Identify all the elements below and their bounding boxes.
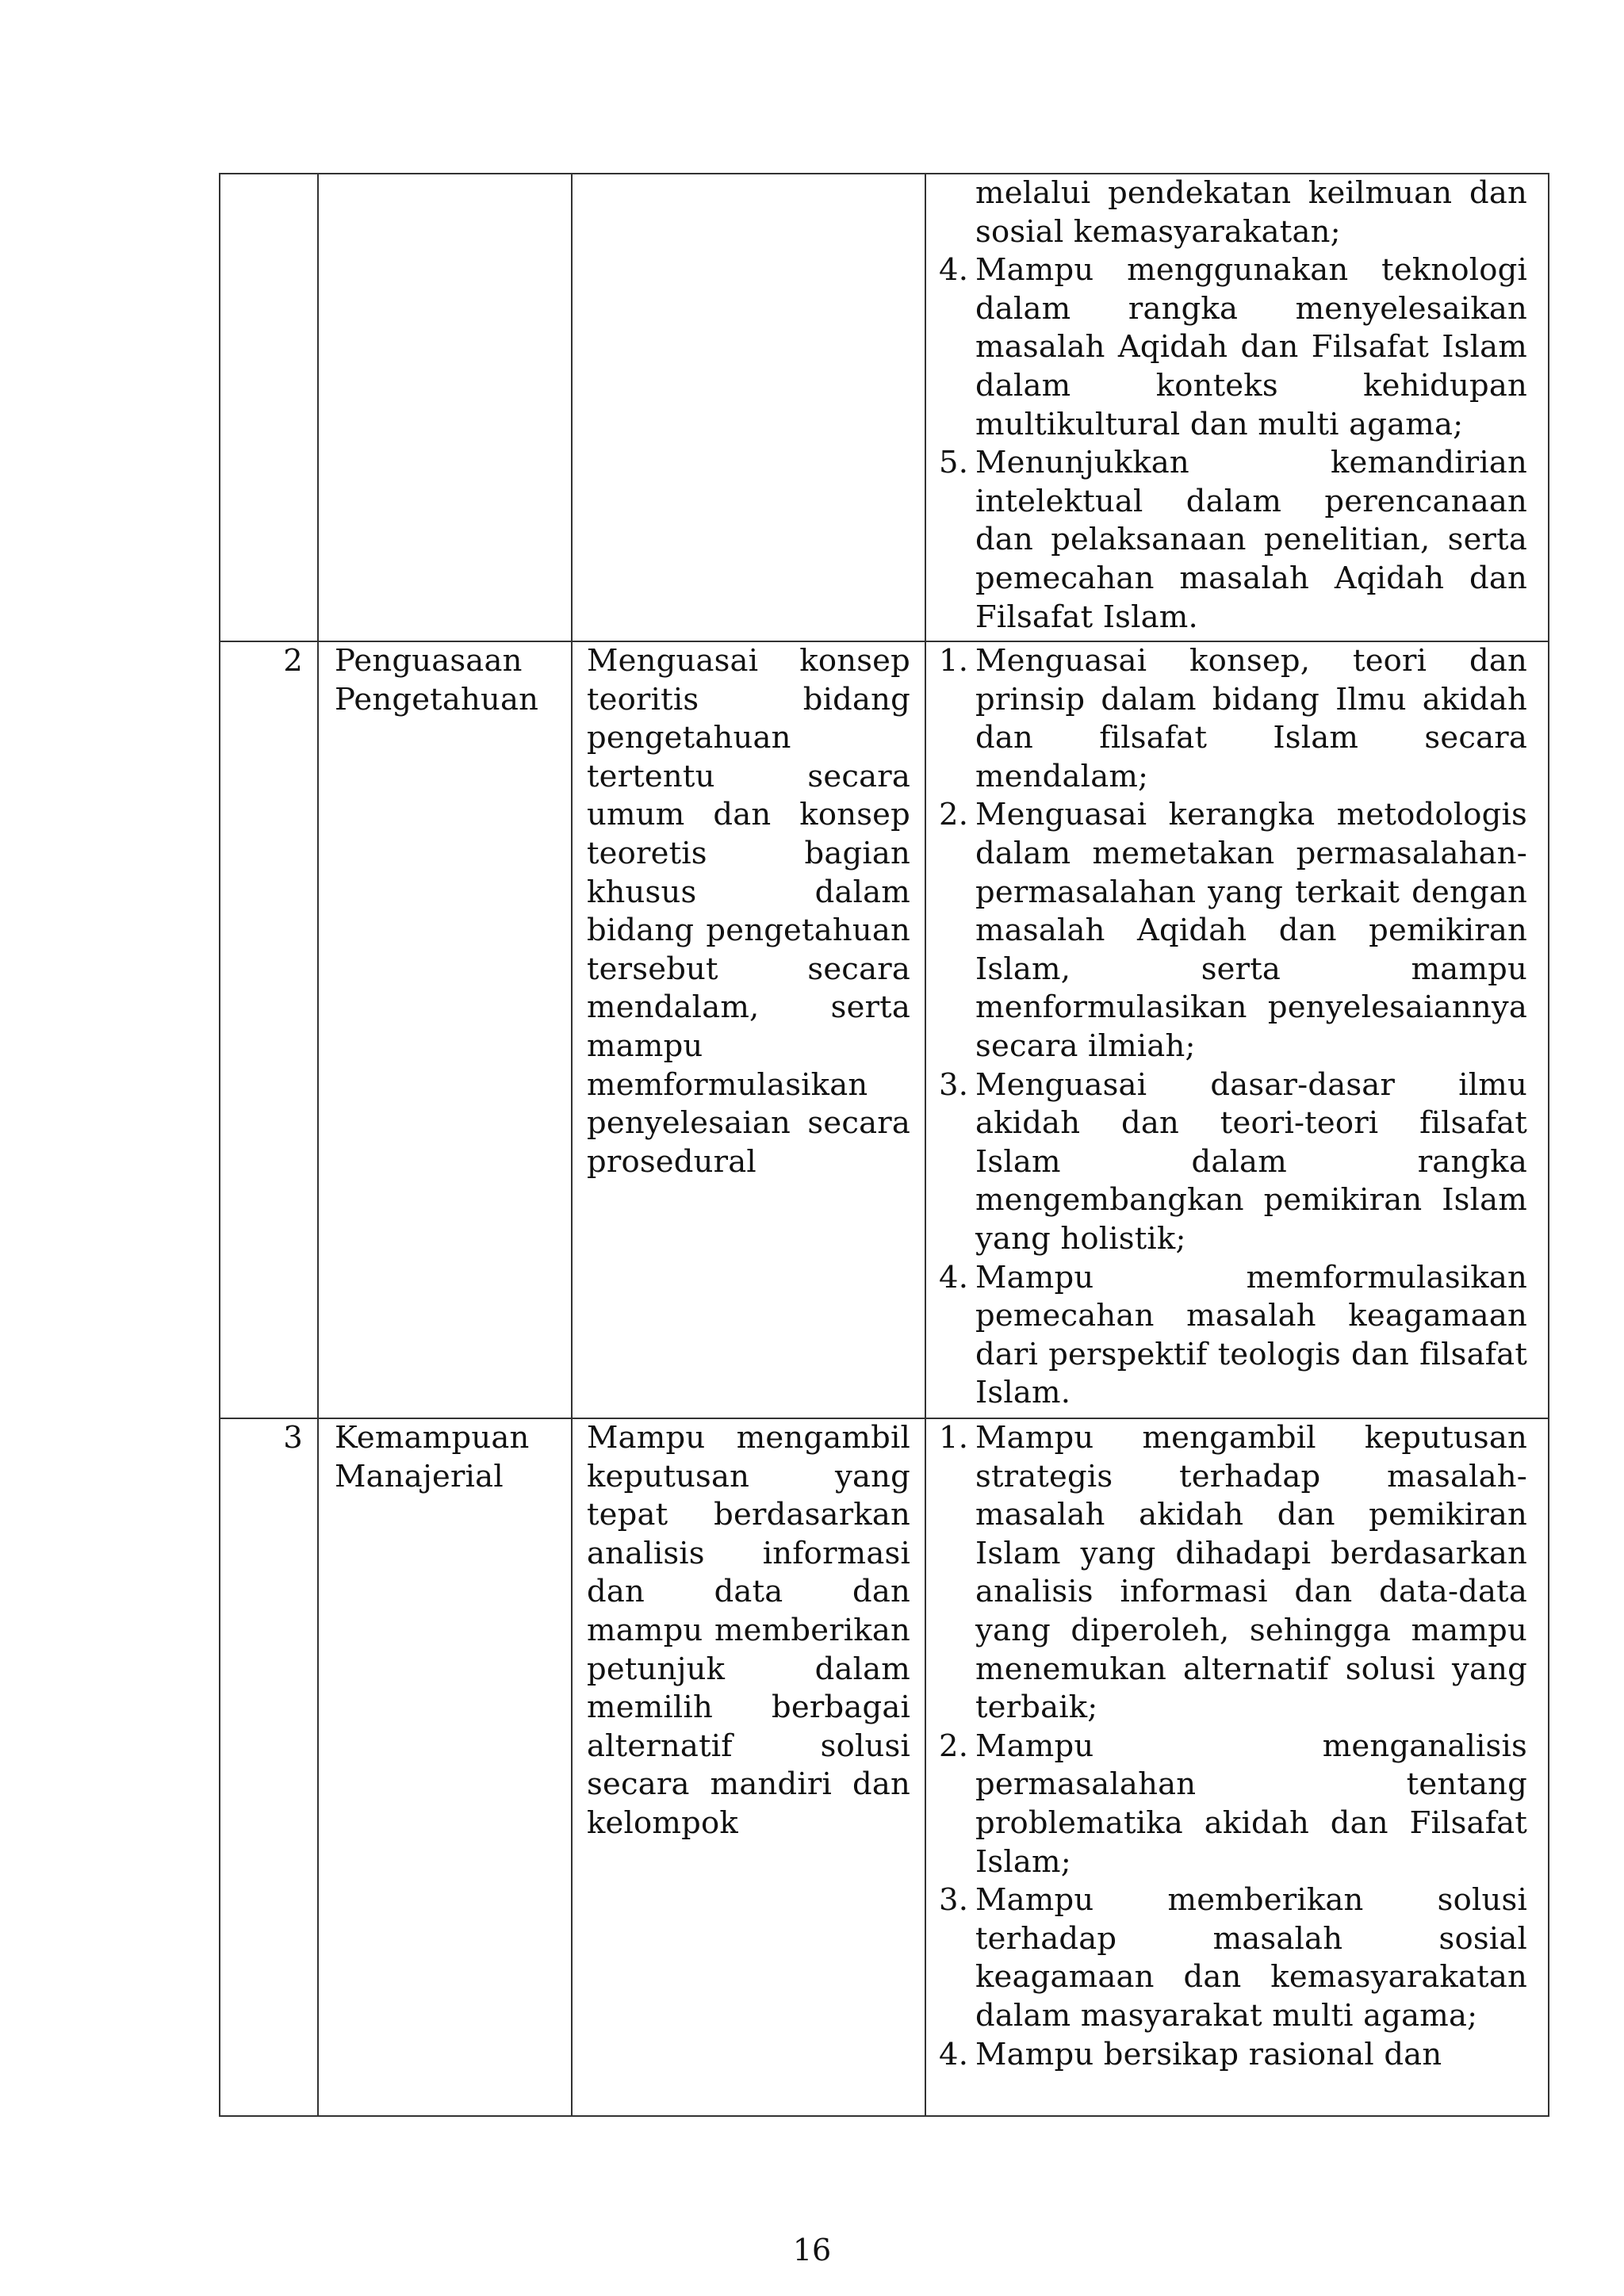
list-item	[939, 2036, 1527, 2075]
list-item-number: 4.	[939, 252, 969, 289]
outcome-list-cell	[925, 1418, 1549, 2116]
description-cell	[572, 174, 925, 641]
list-item	[939, 251, 1527, 444]
table-row-penguasaan-pengetahuan	[220, 641, 1549, 1418]
list-item	[939, 642, 1527, 796]
list-item-text: Mampu menganalisis permasalahan tentang problematika akidah dan Filsafat Islam;	[975, 1728, 1527, 1880]
competency-table	[219, 173, 1549, 2117]
list-item-text: Menunjukkan kemandirian intelektual dalam perencanaan dan pelaksanaan penelitian, serta pemecahan masalah Aqidah dan Filsafat Islam.	[975, 445, 1527, 635]
number-cell: 3	[220, 1418, 318, 2116]
list-item-text: Menguasai dasar-dasar ilmu akidah dan teori-teori filsafat Islam dalam rangka mengembangkan pemikiran Islam yang holistik;	[975, 1066, 1527, 1257]
outcome-list	[939, 251, 1527, 637]
list-item-text: Menguasai kerangka metodologis dalam memetakan permasalahan-permasalahan yang terkait dengan masalah Aqidah dan pemikiran Islam, serta mampu menformulasikan penyelesaiannya secara ilmiah;	[975, 797, 1527, 1064]
list-item	[939, 1259, 1527, 1413]
list-item-text: Menguasai konsep, teori dan prinsip dalam bidang Ilmu akidah dan filsafat Islam secara mendalam;	[975, 643, 1527, 794]
number-cell: 2	[220, 641, 318, 1418]
table-row-continuation	[220, 174, 1549, 641]
name-cell: Penguasaan Pengetahuan	[318, 641, 572, 1418]
list-item-text: Mampu menggunakan teknologi dalam rangka menyelesaikan masalah Aqidah dan Filsafat Islam dalam konteks kehidupan multikultural dan multi agama;	[975, 252, 1527, 442]
table-row-kemampuan-manajerial	[220, 1418, 1549, 2116]
list-item	[939, 796, 1527, 1066]
outcome-list	[939, 1419, 1527, 2074]
list-item-number: 3.	[939, 1066, 969, 1103]
name-cell: Kemampuan Manajerial	[318, 1418, 572, 2116]
list-item	[939, 1066, 1527, 1259]
list-item-number: 3.	[939, 1882, 969, 1919]
list-item-number: 2.	[939, 1728, 969, 1764]
list-item	[939, 1881, 1527, 2035]
number-cell	[220, 174, 318, 641]
list-item-text: Mampu bersikap rasional dan	[975, 2036, 1442, 2072]
list-item-number: 4.	[939, 1259, 969, 1295]
list-item-number: 1.	[939, 1420, 969, 1456]
outcome-list-cell	[925, 174, 1549, 641]
list-item	[939, 1419, 1527, 1728]
list-item-number: 2.	[939, 797, 969, 833]
list-item-text: Mampu memberikan solusi terhadap masalah sosial keagamaan dan kemasyarakatan dalam masyarakat multi agama;	[975, 1882, 1527, 2034]
list-item	[939, 1728, 1527, 1881]
list-item-number: 4.	[939, 2036, 969, 2072]
description-cell: Mampu mengambil keputusan yang tepat berdasarkan analisis informasi dan data dan mampu memberikan petunjuk dalam memilih berbagai alternatif solusi secara mandiri dan kelompok	[572, 1418, 925, 2116]
outcome-list-cell	[925, 641, 1549, 1418]
list-item-text: Mampu memformulasikan pemecahan masalah keagamaan dari perspektif teologis dan filsafat Islam.	[975, 1259, 1527, 1411]
list-item-text: Mampu mengambil keputusan strategis terhadap masalah-masalah akidah dan pemikiran Islam yang dihadapi berdasarkan analisis informasi dan data-data yang diperoleh, sehingga mampu menemukan alternatif solusi yang terbaik;	[975, 1420, 1527, 1726]
page-number: 16	[792, 2233, 832, 2267]
list-item-number: 1.	[939, 643, 969, 679]
outcome-list	[939, 642, 1527, 1413]
list-item	[939, 444, 1527, 637]
description-cell: Menguasai konsep teoritis bidang pengetahuan tertentu secara umum dan konsep teoretis bagian khusus dalam bidang pengetahuan tersebut secara mendalam, serta mampu memformulasikan penyelesaian secara prosedural	[572, 641, 925, 1418]
continued-item-text: melalui pendekatan keilmuan dan sosial kemasyarakatan;	[975, 175, 1527, 250]
name-cell	[318, 174, 572, 641]
list-item-number: 5.	[939, 445, 969, 481]
